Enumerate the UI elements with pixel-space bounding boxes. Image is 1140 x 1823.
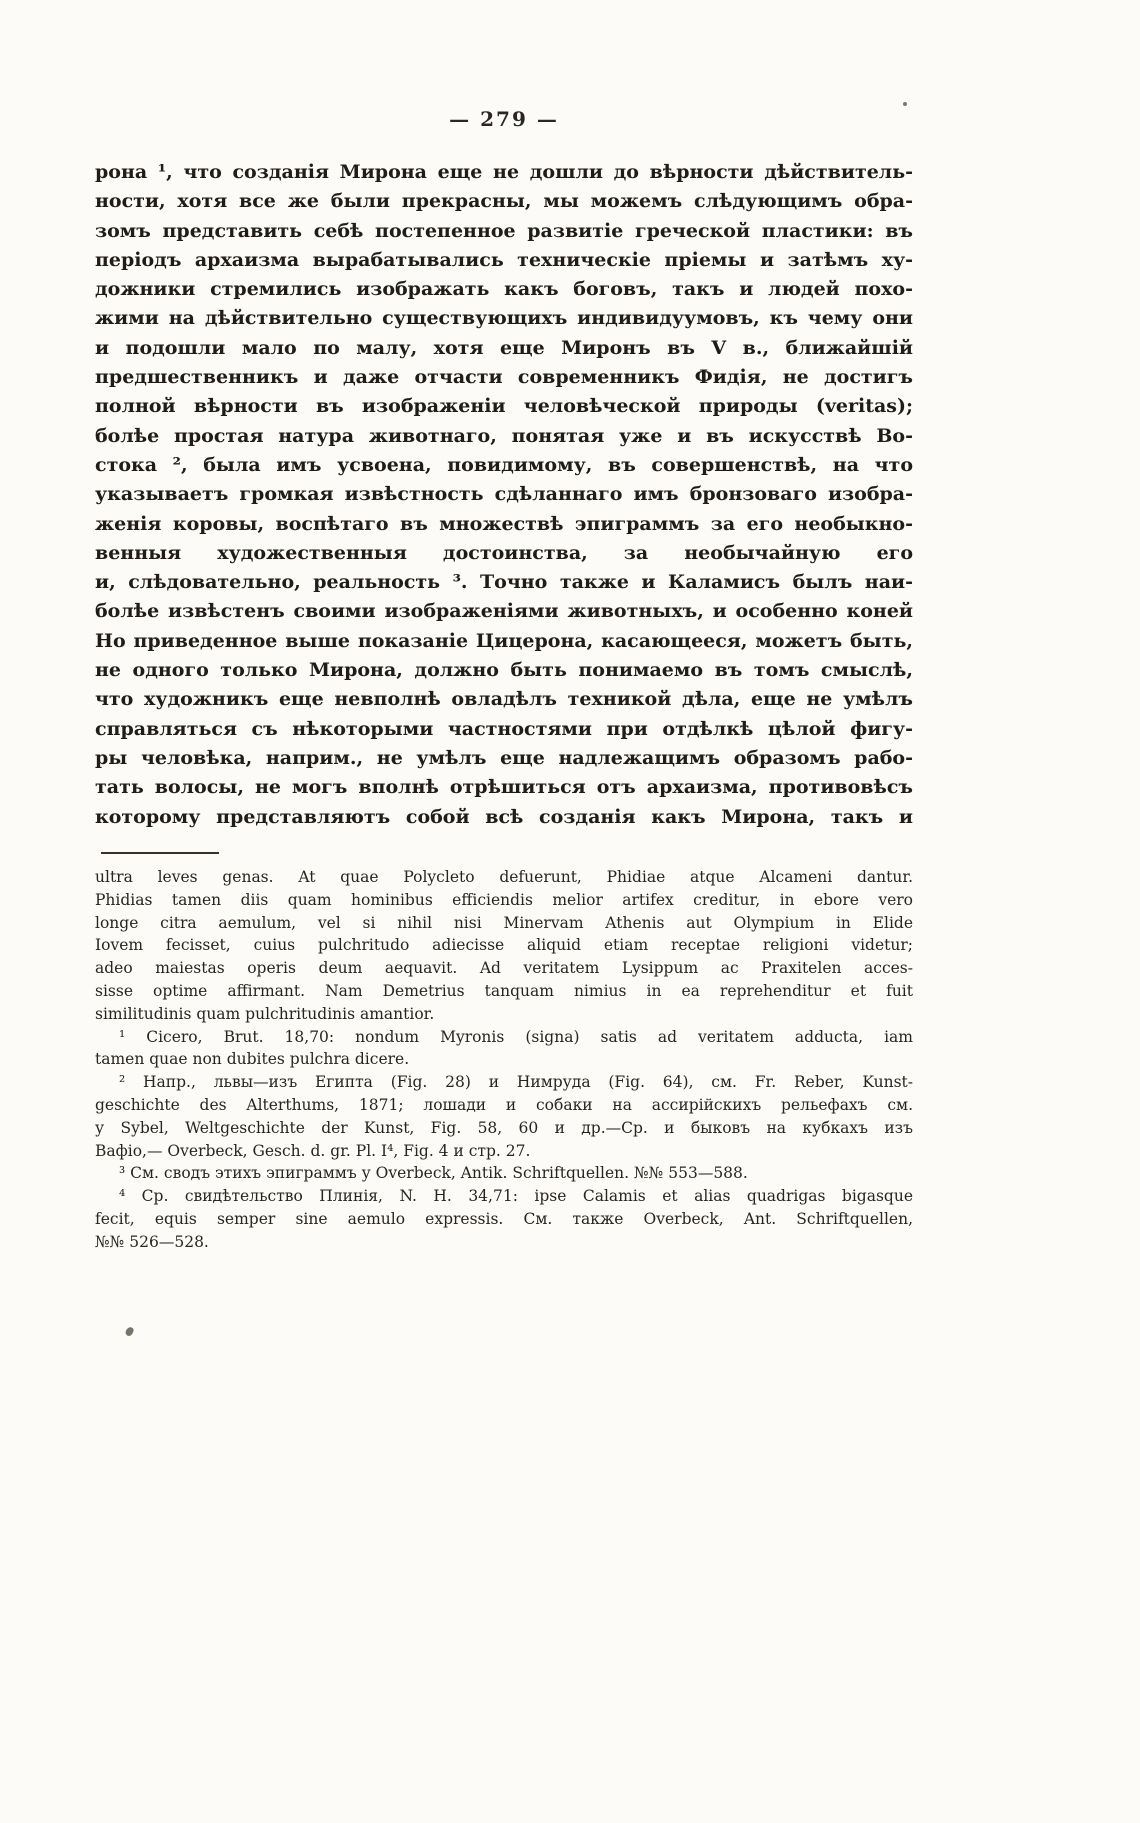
text-line: справляться съ нѣкоторыми частностями при отдѣлкѣ цѣлой фигу- (95, 717, 913, 740)
text-line: женія коровы, воспѣтаго въ множествѣ эпиграммъ за его необыкно- (95, 512, 913, 535)
text-line: указываетъ громкая извѣстность сдѣланнаго имъ бронзоваго изобра- (95, 483, 913, 506)
footnotes-block (95, 866, 913, 1254)
text-line: болѣе извѣстенъ своими изображеніями животныхъ, и особенно коней (95, 600, 913, 623)
footnote-line: geschichte des Alterthums, 1871; лошади и собаки на ассирійскихъ рельефахъ см. (95, 1095, 913, 1114)
footnote-line: ⁴ Ср. свидѣтельство Плинія, N. H. 34,71: ipse Calamis et alias quadrigas bigasque (119, 1187, 913, 1206)
text-line: и подошли мало по малу, хотя еще Миронъ въ V в., ближайшій (95, 336, 913, 359)
footnote-line: ultra leves genas. At quae Polycleto defuerunt, Phidiae atque Alcameni dantur. (95, 868, 913, 886)
page-number: — 279 — (449, 107, 559, 131)
footnote-line: №№ 526—528. (95, 1232, 209, 1251)
text-line: предшественникъ и даже отчасти современникъ Фидія, не достигъ (95, 366, 913, 389)
footnote-line: ² Напр., львы—изъ Египта (Fig. 28) и Нимруда (Fig. 64), см. Fr. Reber, Kunst- (119, 1073, 913, 1092)
text-line: жими на дѣйствительно существующихъ индивидуумовъ, къ чему они (95, 307, 913, 330)
footnote-line: longe citra aemulum, vel si nihil nisi Minervam Athenis aut Olympium in Elide (95, 913, 913, 932)
text-line: дожники стремились изображать какъ боговъ, такъ и людей похо- (95, 278, 913, 301)
text-line: ры человѣка, наприм., не умѣлъ еще надлежащимъ образомъ рабо- (95, 746, 913, 769)
text-line: не одного только Мирона, должно быть понимаемо въ томъ смыслѣ, (95, 659, 913, 682)
footnote-line: similitudinis quam pulchritudinis amantior. (95, 1004, 435, 1023)
text-line: что художникъ еще невполнѣ овладѣлъ техникой дѣла, еще не умѣлъ (95, 688, 913, 711)
footnote-line: Phidias tamen diis quam hominibus efficiendis melior artifex creditur, in ebore vero (95, 890, 913, 909)
footnote-line: tamen quae non dubites pulchra dicere. (95, 1050, 410, 1069)
footnote-line: ³ См. сводъ этихъ эпиграммъ у Overbeck, Antik. Schriftquellen. №№ 553—588. (119, 1164, 748, 1183)
footnote-separator (101, 852, 219, 854)
footnote-line: Вафіо,— Overbeck, Gesch. d. gr. Pl. I⁴, Fig. 4 и стр. 27. (95, 1141, 531, 1160)
footnote-line: у Sybel, Weltgeschichte der Kunst, Fig. 58, 60 и др.—Ср. и быковъ на кубкахъ изъ (95, 1118, 913, 1137)
footnote-line: sisse optime affirmant. Nam Demetrius tanquam nimius in ea reprehenditur et fuit (95, 981, 913, 1000)
text-line: зомъ представить себѣ постепенное развитіе греческой пластики: въ (95, 219, 913, 242)
text-line: рона ¹, что созданія Мирона еще не дошли до вѣрности дѣйствитель- (95, 161, 913, 183)
main-text-block (95, 158, 913, 832)
text-line: періодъ архаизма вырабатывались техническіе пріемы и затѣмъ ху- (95, 248, 913, 271)
text-line: болѣе простая натура животнаго, понятая уже и въ искусствѣ Во- (95, 424, 913, 447)
text-line: полной вѣрности въ изображеніи человѣческой природы (veritas); (95, 395, 913, 418)
footnote-line: adeo maiestas operis deum aequavit. Ad veritatem Lysippum ac Praxitelen acces- (95, 959, 913, 978)
footnote-line: fecit, equis semper sine aemulo expressis. См. также Overbeck, Ant. Schriftquellen, (95, 1209, 913, 1228)
footnote-line: Iovem fecisset, cuius pulchritudo adiecisse aliquid etiam receptae religioni videtur; (95, 936, 913, 955)
text-line: венныя художественныя достоинства, за необычайную его (95, 541, 913, 564)
scan-speck (124, 1326, 134, 1337)
text-line: стока ², была имъ усвоена, повидимому, въ совершенствѣ, на что (95, 453, 913, 476)
footnote-line: ¹ Cicero, Brut. 18,70: nondum Myronis (signa) satis ad veritatem adducta, iam (119, 1027, 913, 1046)
text-line: и, слѣдовательно, реальность ³. Точно также и Каламисъ былъ наи- (95, 571, 913, 594)
text-line: Но приведенное выше показаніе Цицерона, касающееся, можетъ быть, (95, 629, 913, 652)
text-line: которому представляютъ собой всѣ созданія какъ Мирона, такъ и (95, 805, 913, 828)
text-line: тать волосы, не могъ вполнѣ отрѣшиться отъ архаизма, противовѣсъ (95, 776, 913, 799)
scan-speck (903, 102, 907, 106)
text-line: ности, хотя все же были прекрасны, мы можемъ слѣдующимъ обра- (95, 190, 913, 213)
